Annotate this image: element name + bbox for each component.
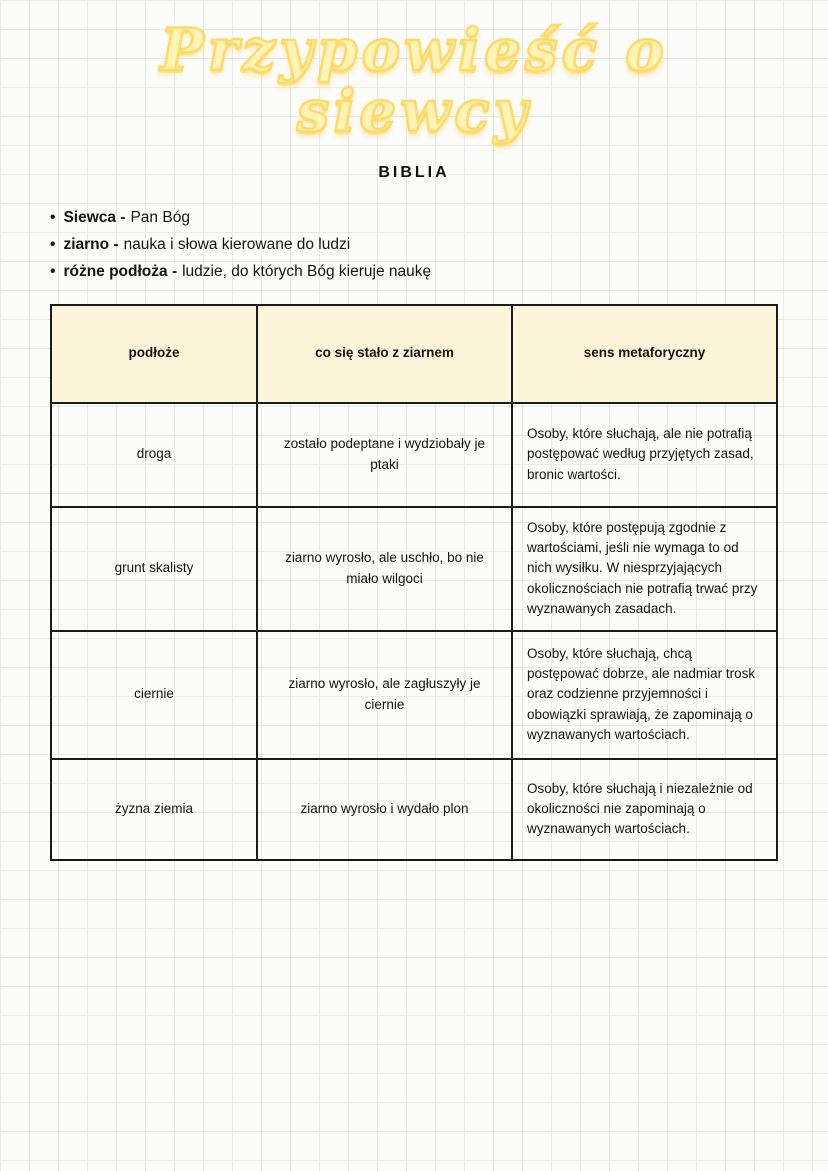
- term-definition: nauka i słowa kierowane do ludzi: [123, 236, 351, 254]
- column-header-podloze: podłoże: [51, 305, 257, 403]
- bullet-dot: •: [50, 263, 56, 281]
- column-header-ziarno: co się stało z ziarnem: [257, 305, 512, 403]
- table-header-row: [51, 305, 777, 403]
- cell-podloze: grunt skalisty: [51, 507, 257, 631]
- term-label: różne podłoża -: [63, 263, 178, 281]
- cell-ziarno: ziarno wyrosło i wydało plon: [257, 759, 512, 860]
- section-heading-biblia: BIBLIA: [378, 163, 450, 181]
- definitions-list: [50, 206, 828, 284]
- column-header-sens: sens metaforyczny: [512, 305, 777, 403]
- table-row: [51, 631, 777, 759]
- list-item: [50, 206, 828, 229]
- term-label: ziarno -: [63, 236, 119, 254]
- term-definition: ludzie, do których Bóg kieruje naukę: [182, 263, 432, 281]
- term-definition: Pan Bóg: [130, 208, 190, 226]
- cell-podloze: żyzna ziemia: [51, 759, 257, 860]
- page-title-line-1: Przypowieść o: [160, 16, 668, 84]
- cell-ziarno: zostało podeptane i wydziobały je ptaki: [257, 403, 512, 507]
- cell-podloze: droga: [51, 403, 257, 507]
- page-title: [0, 0, 828, 145]
- table-row: [51, 403, 777, 507]
- cell-sens: Osoby, które słuchają i niezależnie od okoliczności nie zapominają o wyznawanych wartościach.: [512, 759, 777, 860]
- list-item: [50, 260, 828, 283]
- page-title-line-2: siewcy: [296, 76, 532, 145]
- bullet-dot: •: [50, 208, 56, 226]
- table-row: [51, 759, 777, 860]
- cell-ziarno: ziarno wyrosło, ale uschło, bo nie miało wilgoci: [257, 507, 512, 631]
- cell-sens: Osoby, które słuchają, chcą postępować dobrze, ale nadmiar trosk oraz codzienne przyjemności i obowiązki sprawiają, że zapominają o wyznawanych wartościach.: [512, 631, 777, 759]
- cell-podloze: ciernie: [51, 631, 257, 759]
- cell-sens: Osoby, które słuchają, ale nie potrafią postępować według przyjętych zasad, bronic wartości.: [512, 403, 777, 507]
- table-header: [51, 305, 777, 403]
- cell-sens: Osoby, które postępują zgodnie z wartościami, jeśli nie wymaga to od nich wysiłku. W niesprzyjających okolicznościach nie potrafią trwać przy wyznawanych zasadach.: [512, 507, 777, 631]
- bullet-dot: •: [50, 236, 56, 254]
- term-label: Siewca -: [63, 208, 126, 226]
- table-row: [51, 507, 777, 631]
- parable-table: [50, 304, 778, 861]
- list-item: [50, 233, 828, 256]
- cell-ziarno: ziarno wyrosło, ale zagłuszyły je ciernie: [257, 631, 512, 759]
- table-body: [51, 403, 777, 860]
